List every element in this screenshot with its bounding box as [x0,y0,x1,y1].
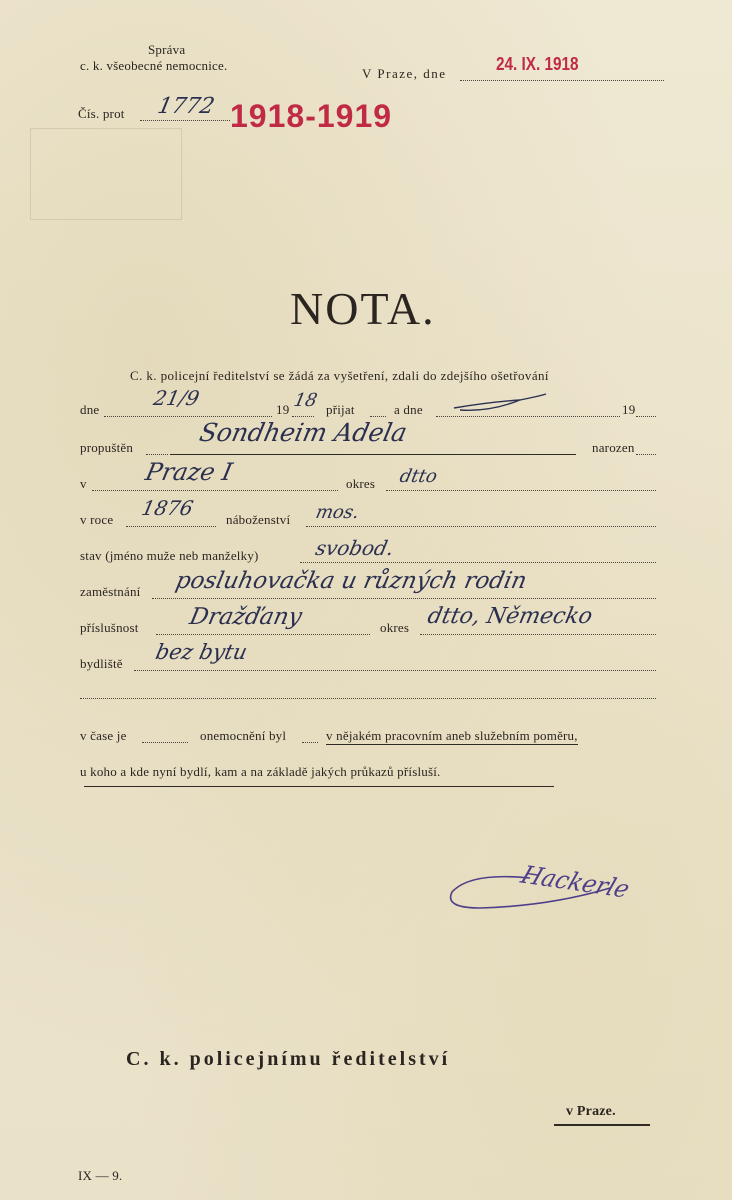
okres2-line [420,634,656,635]
pomer-text: v nějakém pracovním aneb služebním poměru, [326,728,578,743]
year-prefix: 19 [276,402,290,417]
a-dne-line [436,416,620,417]
year-value: 1876 [139,496,196,520]
date-line [460,80,664,81]
dne-value: 21/9 [151,386,202,410]
narozen-label: narozen [592,440,635,455]
v-roce-label: v roce [80,512,114,527]
okres-line [386,490,656,491]
v-case-je: v čase je [80,728,127,743]
city-underline [554,1124,650,1126]
okres2-label: okres [380,620,410,635]
propusten-line-short [146,454,168,455]
a-dne-year-line [636,416,656,417]
form-code: IX — 9. [78,1168,123,1183]
name-value: Sondheim Adela [196,418,410,447]
blank-line [80,698,656,699]
a-dne-dash-stroke [450,390,550,416]
signature: Hackerle [517,860,634,904]
zamestnani-value: posluhovačka u různých rodin [173,568,530,594]
year-stamp: 1918-1919 [230,98,393,134]
name-underline [170,454,576,455]
recipient: C. k. policejnímu ředitelství [126,1048,451,1070]
nabozenstvi-line [306,526,656,527]
protocol-number: 1772 [155,94,217,119]
narozen-line [636,454,656,455]
year-line [292,416,314,417]
a-dne-year: 19 [622,402,636,417]
onemocneni-byl: onemocnění byl [200,728,287,743]
birthplace-value: Praze I [143,458,235,486]
nabozenstvi-value: mos. [313,502,362,523]
okres2-value: dtto, Německo [425,604,595,629]
bydliste-line [134,670,656,671]
a-dne-label: a dne [394,402,423,417]
prijat-label: přijat [326,402,355,417]
city: v Praze. [566,1104,616,1119]
nabozenstvi-label: náboženství [226,512,291,527]
zamestnani-label: zaměstnání [80,584,141,599]
document-title: NOTA. [290,283,436,334]
dne-label: dne [80,402,100,417]
v-line [92,490,338,491]
onemocneni-line [302,742,318,743]
protocol-line [140,120,230,121]
office-line-1: Správa [148,42,186,57]
dne-line [104,416,272,417]
stav-line [300,562,656,563]
stav-value: svobod. [313,536,397,560]
place-date-label: V Praze, dne [362,66,447,81]
v-case-line [142,742,188,743]
okres-label: okres [346,476,376,491]
intro-text: C. k. policejní ředitelství se žádá za vyšetření, zdali do zdejšího ošetřování [130,368,549,383]
prislusnost-label: příslušnost [80,620,139,635]
propusten-label: propuštěn [80,440,134,455]
prislusnost-value: Dražďany [187,604,305,630]
prislusnost-line [156,634,370,635]
v-label: v [80,476,87,491]
zamestnani-line [152,598,656,599]
v-roce-line [126,526,216,527]
question-line-2: u koho a kde nyní bydlí, kam a na základě jakých průkazů přísluší. [80,764,441,779]
okres-value: dtto [397,466,440,487]
year-suffix: 18 [291,390,320,411]
bydliste-value: bez bytu [153,640,250,664]
prijat-line [370,416,386,417]
bleedthrough-box [30,128,182,220]
office-line-2: c. k. všeobecné nemocnice. [80,58,228,73]
date-stamp: 24. IX. 1918 [496,54,579,74]
question-underline [84,786,554,787]
stav-label: stav (jméno muže neb manželky) [80,548,259,563]
protocol-label: Čís. prot [78,106,125,121]
bydliste-label: bydliště [80,656,123,671]
